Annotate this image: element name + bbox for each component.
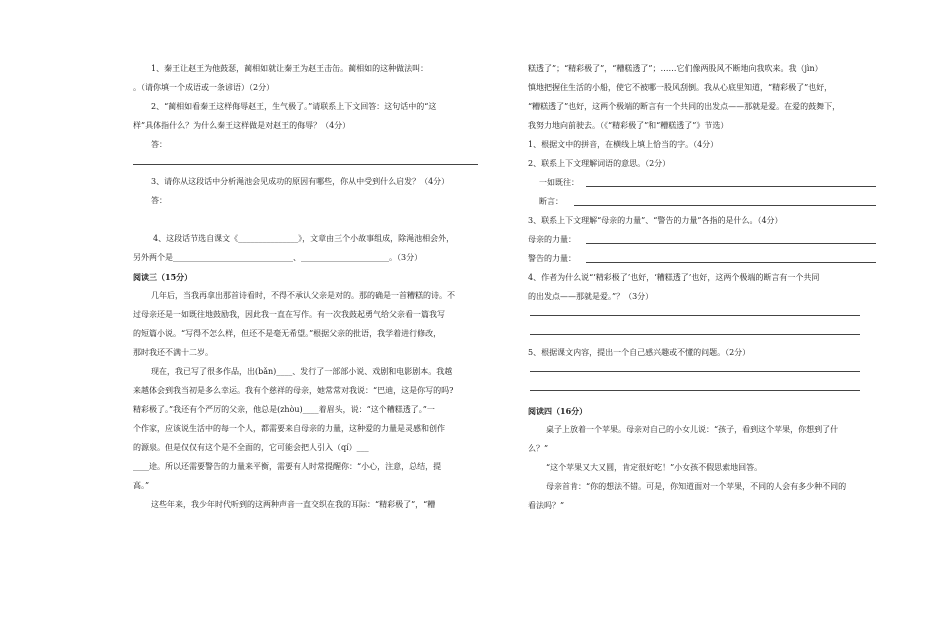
right-text-line: 我努力地向前驶去。（《“精彩极了”和“糟糕透了”》节选）	[528, 121, 729, 130]
right-text-line: 看法吗？”	[528, 501, 565, 510]
right-text-line: “这个苹果又大又圆，肯定很好吃！”小女孩不假思索地回答。	[546, 463, 763, 472]
right-text-line: “糟糕透了”也好，这两个极端的断言有一个共同的出发点——那就是爱。在爱的鼓舞下，	[528, 102, 841, 111]
left-text-line: 1、秦王让赵王为他鼓瑟，蔺相如就让秦王为赵王击缶。蔺相如的这种做法叫：	[151, 64, 429, 73]
right-text-line: 糕透了”；“精彩极了”，“糟糕透了”；……它们像两股风不断地向我吹来。我（jìn）	[528, 64, 823, 73]
right-text-line: 3、联系上下文理解“母亲的力量”、“警告的力量”各指的是什么。（4分）	[528, 216, 783, 225]
left-text-line: 现在，我已写了很多作品，出(bǎn)____、发行了一部部小说、戏剧和电影剧本。我越	[151, 367, 453, 376]
right-text-line: 一如既往：	[539, 178, 579, 187]
left-text-line: 另外两个是______________________________、______________________。（3分）	[133, 253, 423, 262]
right-text-line: 阅读四（16分）	[528, 406, 588, 416]
left-text-line: 过母亲还是一如既往地鼓励我，因此我一直在写作。有一次我鼓起勇气给父亲看一篇我写	[133, 310, 445, 319]
right-answer-line[interactable]	[530, 315, 860, 316]
right-text-line: 断言：	[539, 197, 563, 206]
left-text-line: 个作家，应该说生活中的每一个人，都需要来自母亲的力量，这种爱的力量是灵感和创作	[133, 424, 445, 433]
right-text-line: 母亲首肯：“你的想法不错。可是，你知道面对一个苹果，不同的人会有多少种不同的	[546, 482, 847, 491]
right-text-line: 母亲的力量：	[528, 235, 576, 244]
right-text-line: 桌子上放着一个苹果。母亲对自己的小女儿说：“孩子，看到这个苹果，你想到了什	[546, 425, 839, 434]
left-text-line: 4、这段话节选自课文《_______________》，文章由三个小故事组成，除渑池相会外，	[153, 234, 455, 243]
right-answer-line[interactable]	[586, 186, 876, 187]
left-text-line: 答：	[151, 196, 167, 205]
right-answer-line[interactable]	[586, 262, 876, 263]
right-answer-line[interactable]	[530, 334, 860, 335]
right-answer-line[interactable]	[530, 371, 860, 372]
left-text-line: 答：	[151, 140, 167, 149]
right-text-line: 的出发点——那就是爱。”？（3分）	[528, 292, 654, 301]
left-text-line: 这些年来，我少年时代听到的这两种声音一直交织在我的耳际：“精彩极了”，“糟	[151, 500, 436, 509]
left-text-line: 的短篇小说。“写得不怎么样，但还不是毫无希望。”根据父亲的批语，我学着进行修改，	[133, 329, 442, 338]
left-text-line: 3、请你从这段话中分析渑池会见成功的原因有哪些，你从中受到什么启发？（4分）	[151, 177, 450, 186]
right-text-line: 1、根据文中的拼音，在横线上填上恰当的字。（4分）	[528, 140, 719, 149]
left-text-line: 样”具体指什么？为什么秦王这样做是对赵王的侮辱？（4分）	[133, 121, 351, 130]
left-text-line: ____途。所以还需要警告的力量来平衡，需要有人时常提醒你：“小心，注意，总结，提	[133, 462, 442, 471]
left-text-line: 的源泉。但是仅仅有这个是不全面的，它可能会把人引入（qí）___	[133, 443, 369, 452]
right-text-line: 么？”	[528, 444, 549, 453]
right-text-line: 5、根据课文内容，提出一个自己感兴趣或不懂的问题。（2分）	[528, 348, 751, 357]
left-answer-line[interactable]	[133, 164, 478, 165]
right-answer-line[interactable]	[586, 243, 876, 244]
left-text-line: 几年后，当我再拿出那首诗看时，不得不承认父亲是对的。那的确是一首糟糕的诗。不	[151, 291, 455, 300]
left-text-line: 2、“蔺相如看秦王这样侮辱赵王，生气极了。”请联系上下文回答：这句话中的“这	[151, 102, 437, 111]
right-text-line: 警告的力量：	[528, 254, 576, 263]
left-text-line: 高。”	[133, 481, 150, 490]
left-text-line: 阅读三（15分）	[133, 272, 193, 282]
left-text-line: 来越体会到我当初是多么幸运。我有个慈祥的母亲，她常常对我说：“巴迪，这是你写的吗?	[133, 386, 454, 395]
right-text-line: 4、作者为什么说“‘精彩极了’也好，‘糟糕透了’也好，这两个极端的断言有一个共同	[528, 273, 820, 282]
right-text-line: 2、联系上下文理解词语的意思。（2分）	[528, 159, 671, 168]
right-answer-line[interactable]	[574, 205, 876, 206]
right-text-line: 慎地把握住生活的小船，使它不被哪一股风刮倒。我从心底里知道，“精彩极了”也好，	[528, 83, 833, 92]
left-text-line: 精彩极了。”我还有个严厉的父亲，他总是(zhòu)____着眉头，说：“这个糟糕透了。”一	[133, 405, 435, 414]
left-text-line: 。（请你填一个成语或一条谚语）（2分）	[133, 83, 275, 92]
left-text-line: 那时我还不满十二岁。	[133, 348, 213, 357]
right-answer-line[interactable]	[530, 390, 860, 391]
